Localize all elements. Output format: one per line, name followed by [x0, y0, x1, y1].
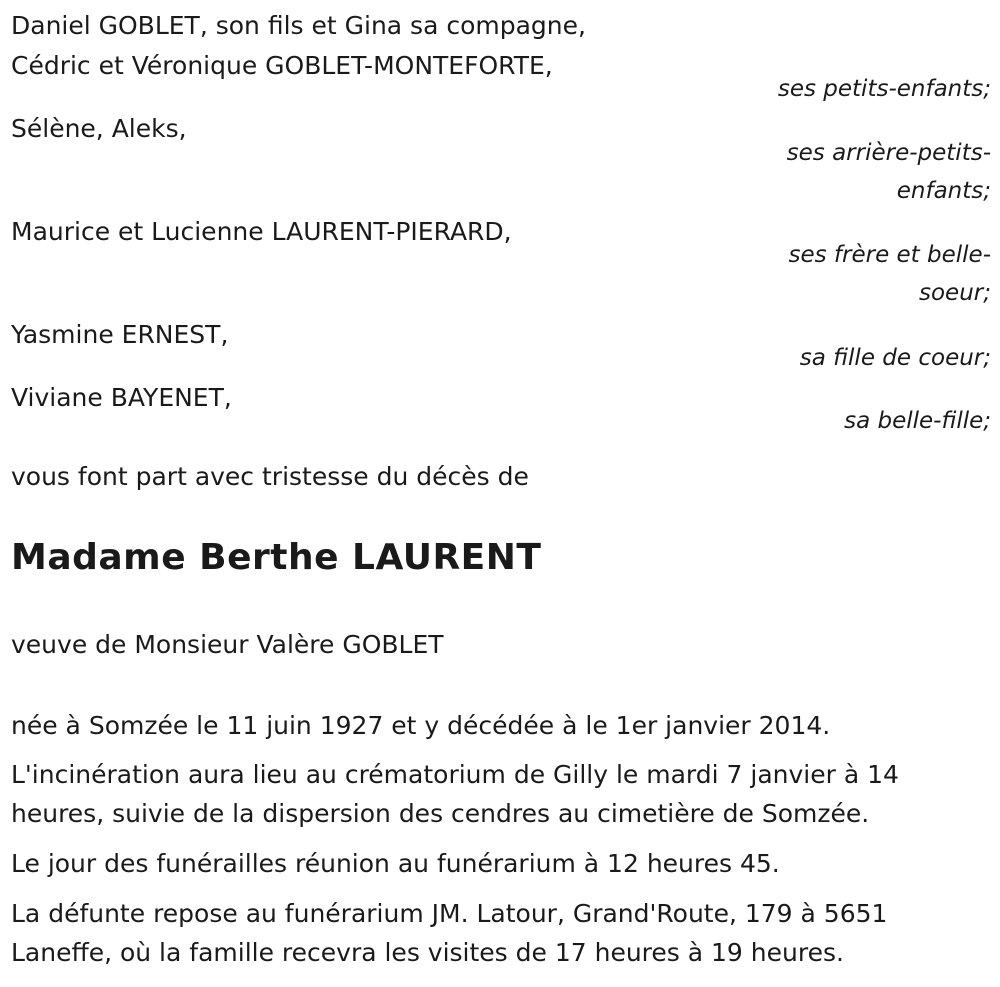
relation-great-grandchildren-2: enfants;	[896, 178, 991, 204]
announcement-text: vous font part avec tristesse du décès de	[11, 462, 529, 491]
family-line-great-grandchildren: Sélène, Aleks,	[11, 114, 187, 143]
family-line-son: Daniel GOBLET, son fils et Gina sa compagne,	[11, 11, 586, 40]
family-line-heart-daughter: Yasmine ERNEST,	[11, 320, 229, 349]
visitation-details: La défunte repose au funérarium JM. Latour, Grand'Route, 179 à 5651 Laneffe, où la famille recevra les visites de 17 heures à 19 heures.	[11, 899, 888, 967]
relation-daughter-in-law: sa belle-fille;	[844, 408, 991, 434]
family-line-grandchildren: Cédric et Véronique GOBLET-MONTEFORTE,	[11, 51, 553, 80]
widow-of: veuve de Monsieur Valère GOBLET	[11, 630, 444, 659]
birth-death-details: née à Somzée le 11 juin 1927 et y décédée à le 1er janvier 2014.	[11, 711, 831, 740]
relation-grandchildren: ses petits-enfants;	[777, 76, 991, 102]
obituary-notice	[11, 0, 991, 987]
relation-great-grandchildren-1: ses arrière-petits-	[786, 140, 991, 166]
family-line-daughter-in-law: Viviane BAYENET,	[11, 383, 232, 412]
relation-siblings-1: ses frère et belle-	[788, 242, 991, 268]
relation-siblings-2: soeur;	[919, 280, 991, 306]
relation-heart-daughter: sa fille de coeur;	[799, 345, 991, 371]
family-line-siblings: Maurice et Lucienne LAURENT-PIERARD,	[11, 217, 512, 246]
reunion-details: Le jour des funérailles réunion au funérarium à 12 heures 45.	[11, 849, 780, 878]
deceased-name: Madame Berthe LAURENT	[11, 537, 542, 578]
cremation-details: L'incinération aura lieu au crématorium de Gilly le mardi 7 janvier à 14 heures, suivie de la dispersion des cendres au cimetière de Somzée.	[11, 760, 899, 828]
